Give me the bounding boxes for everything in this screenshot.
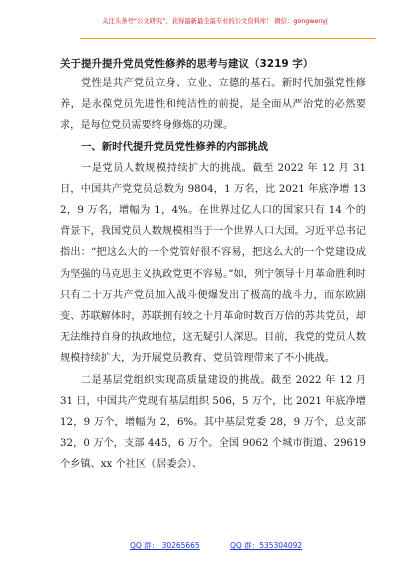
footer-qq-group-link[interactable]: QQ 群： 30265665 — [130, 541, 200, 550]
header-notice: 关注头条号“公文研究”，获得最新最全最专业的公文资料库！ 微信：gongwenyj — [102, 18, 328, 25]
document-body — [60, 55, 366, 476]
paragraph-grassroots-organizations: 二是基层党组织实现高质量建设的挑战。截至 2022 年 12 月 31 日，中国共产党现有基层组织 506，5 万个，比 2021 年底净增 12，9 万个，增幅为 2，6%。其中基层党委 28，9 万个，总支部 32，0 万个，支部 445，6 万个。全国 9062 个城市街道、29619 个乡镇、xx 个社区（居委会）、 — [60, 374, 366, 471]
document-title: 关于提升提升党员党性修养的思考与建议（3219 字） — [60, 58, 314, 70]
paragraph-membership-scale: 一是党员人数规模持续扩大的挑战。截至 2022 年 12 月 31 日，中国共产党党员总数为 9804，1 万名，比 2021 年底净增 132，9 万名，增幅为 1，4%。在世界过亿人口的国家只有 14 个的背景下，我国党员人数规模相当于一个世界人口大国。习近平总书记指出：“把这么大的一个党管好很不容易，把这么大的一个党建设成为坚强的马克思主义执政党更不容易。”如，列宁领导十月革命胜利时只有二十万共产党员加入战斗便爆发出了极高的战斗力，而东欧剧变、苏联解体时，苏联拥有较之十月革命时数百万倍的苏共党员，却无法维持自身的执政地位，这无疑引人深思。目前，我党的党员人数规模持续扩大，为开展党员教育、党员管理带来了不小挑战。 — [60, 162, 366, 365]
footer-qq-group-link-2[interactable]: QQ 群：535304092 — [230, 541, 303, 550]
intro-paragraph: 党性是共产党员立身、立业、立德的基石。新时代加强党性修养，是永葆党员先进性和纯洁性的前提，是全面从严治党的必然要求，是每位党员需要终身修炼的功课。 — [60, 78, 366, 132]
header-divider — [80, 38, 376, 39]
section-heading: 一、新时代提升党员党性修养的内部挑战 — [81, 140, 269, 153]
